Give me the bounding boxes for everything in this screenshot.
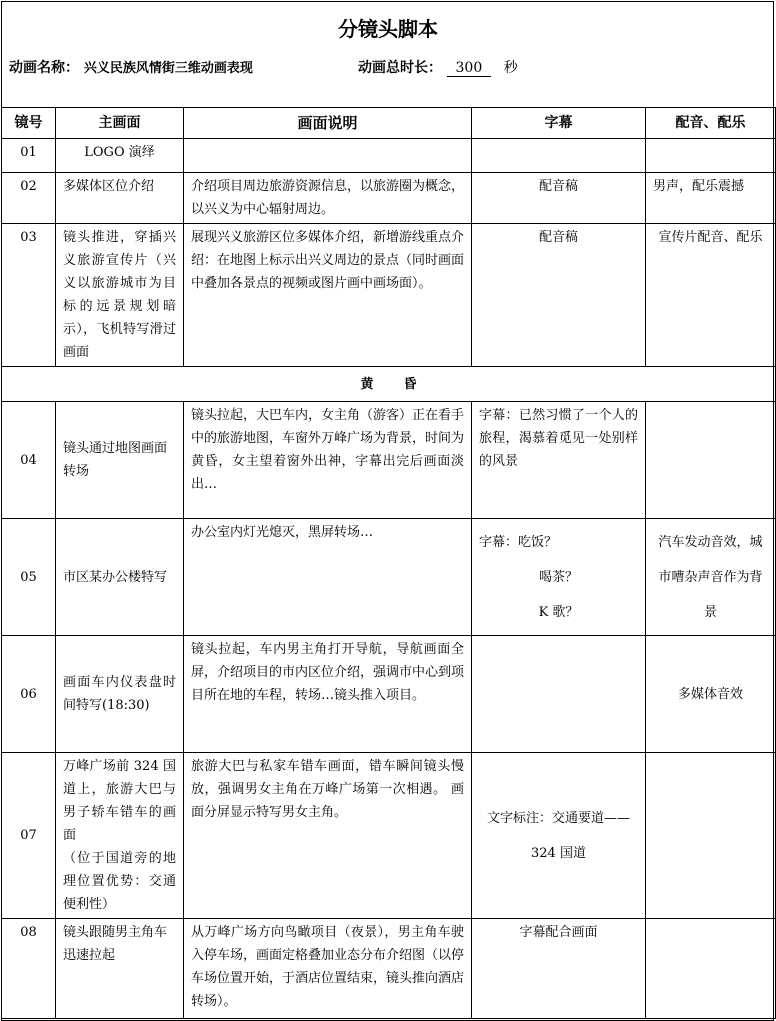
shot-main: LOGO 演绎 (56, 139, 184, 173)
shot-no: 04 (2, 402, 56, 519)
main-line: （位于国道旁的地理位置优势：交通便利性） (63, 851, 176, 912)
shot-desc: 镜头拉起，车内男主角打开导航，导航画面全屏，介绍项目的市内区位介绍，强调市中心到项目所在地的车程，转场…镜头推入项目。 (184, 636, 472, 753)
subtitle-line: 字幕：吃饭？ (479, 534, 558, 550)
shot-subtitle: 文字标注：交通要道——324 国道 (472, 753, 646, 919)
shot-subtitle: 字幕：已然习惯了一个人的旅程，渴慕着觅见一处别样的风景 (472, 402, 646, 519)
shot-desc: 办公室内灯光熄灭，黑屏转场… (184, 519, 472, 636)
shot-audio: 多媒体音效 (646, 636, 776, 753)
page-title: 分镜头脚本 (338, 17, 438, 41)
shot-subtitle: 字幕配合画面 (472, 919, 646, 1019)
table-row (2, 224, 776, 367)
shot-no: 05 (2, 519, 56, 636)
animation-name (9, 57, 253, 77)
shot-desc: 镜头拉起，大巴车内，女主角（游客）正在看手中的旅游地图，车窗外万峰广场为背景，时间为黄昏，女主望着窗外出神，字幕出完后画面淡出… (184, 402, 472, 519)
table-row (2, 636, 776, 753)
shot-subtitle (472, 636, 646, 753)
shot-desc: 旅游大巴与私家车错车画面，错车瞬间镜头慢放，强调男女主角在万峰广场第一次相遇。 画面分屏显示特写男女主角。 (184, 753, 472, 919)
shot-desc: 介绍项目周边旅游资源信息，以旅游圈为概念，以兴义为中心辐射周边。 (184, 173, 472, 224)
duration-value: 300 (447, 60, 491, 77)
section-right: 昏 (403, 376, 417, 392)
shot-subtitle: 配音稿 (472, 224, 646, 367)
main-line: 万峰广场前 324 国道上，旅游大巴与男子轿车错车的画面 (63, 759, 176, 843)
shot-audio: 男声，配乐震撼 (646, 173, 776, 224)
header-subtitle: 字幕 (472, 108, 646, 139)
shot-audio (646, 139, 776, 173)
table-row (2, 139, 776, 173)
storyboard-table (1, 107, 776, 1019)
table-row (2, 753, 776, 919)
shot-no: 03 (2, 224, 56, 367)
shot-audio: 汽车发动音效，城市嘈杂声音作为背景 (646, 519, 776, 636)
table-row (2, 173, 776, 224)
shot-main: 镜头通过地图画面转场 (56, 402, 184, 519)
header-desc: 画面说明 (184, 108, 472, 139)
table-header-row (2, 108, 776, 139)
shot-desc (184, 139, 472, 173)
name-label: 动画名称： (9, 60, 79, 76)
section-row (2, 367, 776, 402)
shot-no: 01 (2, 139, 56, 173)
shot-main: 多媒体区位介绍 (56, 173, 184, 224)
name-value: 兴义民族风情街三维动画表现 (83, 61, 253, 76)
subtitle-line: K 歌？ (538, 604, 579, 620)
shot-audio (646, 919, 776, 1019)
shot-subtitle (472, 139, 646, 173)
shot-no: 06 (2, 636, 56, 753)
shot-audio: 宣传片配音、配乐 (646, 224, 776, 367)
shot-no: 02 (2, 173, 56, 224)
subtitle-line: 喝茶？ (538, 569, 578, 585)
shot-no: 07 (2, 753, 56, 919)
header-main: 主画面 (56, 108, 184, 139)
section-left: 黄 (360, 376, 374, 392)
shot-desc: 展现兴义旅游区位多媒体介绍，新增游线重点介绍：在地图上标示出兴义周边的景点（同时画面中叠加各景点的视频或图片画中画场面）。 (184, 224, 472, 367)
shot-main (56, 753, 184, 919)
shot-audio (646, 753, 776, 919)
shot-subtitle: 配音稿 (472, 173, 646, 224)
table-row (2, 519, 776, 636)
header-audio: 配音、配乐 (646, 108, 776, 139)
shot-no: 08 (2, 919, 56, 1019)
shot-subtitle (472, 519, 646, 636)
duration-unit: 秒 (503, 60, 518, 76)
duration-label: 动画总时长： (358, 60, 442, 76)
shot-audio (646, 402, 776, 519)
shot-main: 市区某办公楼特写 (56, 519, 184, 636)
shot-main: 镜头跟随男主角车迅速拉起 (56, 919, 184, 1019)
header-no: 镜号 (2, 108, 56, 139)
shot-main: 画面车内仪表盘时间特写(18:30) (56, 636, 184, 753)
shot-main: 镜头推进，穿插兴义旅游宣传片（兴义以旅游城市为目标的远景规划暗示），飞机特写滑过画面 (56, 224, 184, 367)
table-row (2, 402, 776, 519)
section-dusk (2, 367, 776, 402)
table-row (2, 919, 776, 1019)
shot-desc: 从万峰广场方向鸟瞰项目（夜景），男主角车驶入停车场，画面定格叠加业态分布介绍图（以停车场位置开始，于酒店位置结束，镜头推向酒店转场）。 (184, 919, 472, 1019)
animation-duration (358, 57, 518, 77)
